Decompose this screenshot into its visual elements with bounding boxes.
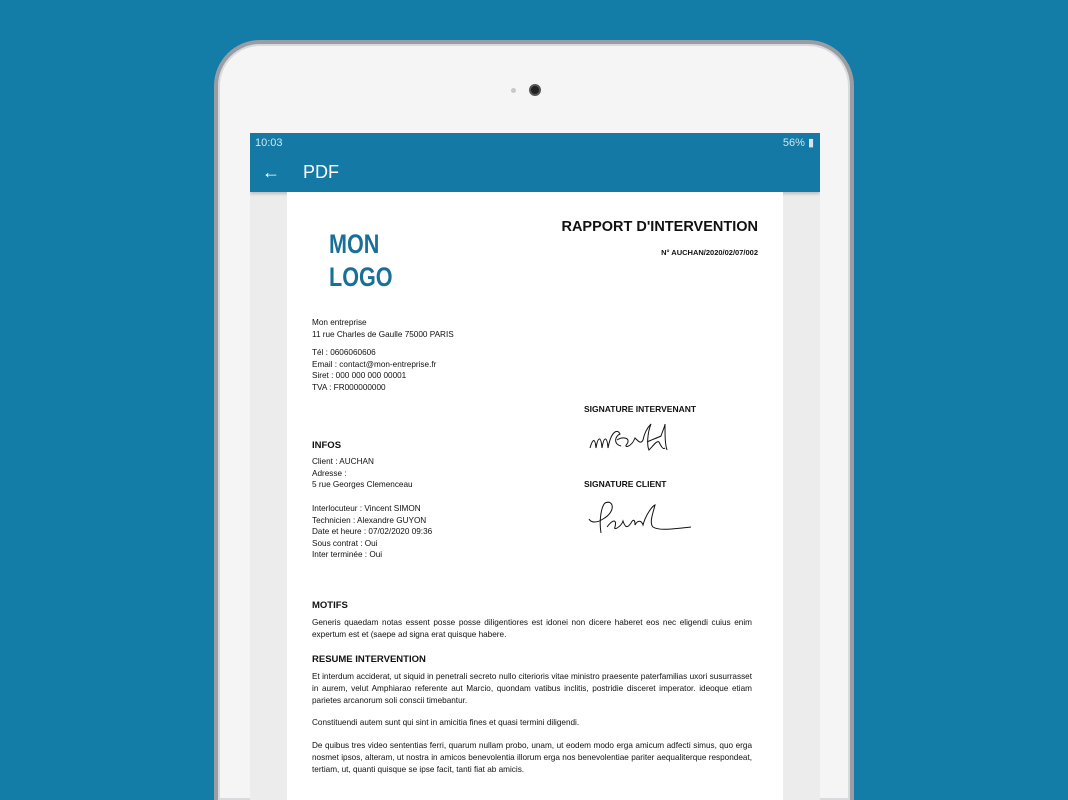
siret: Siret : 000 000 000 00001 xyxy=(312,371,407,381)
signature-tech xyxy=(587,420,692,462)
screen xyxy=(250,133,820,800)
infos-heading: INFOS xyxy=(312,440,342,451)
sensor xyxy=(511,88,516,93)
address: 5 rue Georges Clemenceau xyxy=(312,480,413,490)
contact-person: Interlocuteur : Vincent SIMON xyxy=(312,504,421,513)
logo-line: LOGO xyxy=(329,262,393,292)
signature-client-label: SIGNATURE CLIENT xyxy=(584,479,667,489)
company-address: 11 rue Charles de Gaulle 75000 PARIS xyxy=(312,329,454,339)
signature-client xyxy=(587,497,697,542)
resume-paragraph: Et interdum acciderat, ut siquid in penetrali secreto nullo citerioris vitae ministro praesente paterfamilias uxori susurrasset in aurem, velut Amphiarao referente aut Marcio, quondam vatibus inclitis, postridie disceret imperator. ideoque etiam parietes arcanorum soli conscii timebantur. xyxy=(312,672,752,705)
motifs-heading: MOTIFS xyxy=(312,600,348,611)
motifs-text: Generis quaedam notas essent posse posse diligentiores est idonei non dicere haberet eos nec eligendi cuius enim expertum est et (saepe ad signa erat quisque habere. xyxy=(312,618,752,639)
battery-icon: ▮ xyxy=(807,137,814,149)
resume-heading: RESUME INTERVENTION xyxy=(312,654,426,665)
infos-client xyxy=(312,456,413,491)
pdf-page[interactable] xyxy=(287,192,783,800)
tva: TVA : FR000000000 xyxy=(312,382,386,392)
date-time: Date et heure : 07/02/2020 09:36 xyxy=(312,527,433,537)
infos-details xyxy=(312,503,432,561)
company-name: Mon entreprise xyxy=(312,318,367,327)
report-number: N° AUCHAN/2020/02/07/002 xyxy=(661,248,758,257)
resume-paragraph: Constituendi autem sunt qui sint in amicitia fines et quasi termini diligendi. xyxy=(312,718,580,727)
address-label: Adresse : xyxy=(312,468,347,478)
resume-paragraph: De quibus tres video sententias ferri, quarum nullam probo, unam, ut eodem modo erga amicum adfecti simus, quo erga nosmet ipsos, alteram, ut nostra in amicos benevolentia illorum erga nos benevolentiae pariter aequaliterque respondeat, tertiam, ut, quanti quisque se ipse facit, tanti fiat ab amicis. xyxy=(312,741,752,774)
report-title: RAPPORT D'INTERVENTION xyxy=(561,219,758,235)
app-bar xyxy=(250,152,820,192)
email: Email : contact@mon-entreprise.fr xyxy=(312,359,437,369)
clock: 10:03 xyxy=(255,136,283,149)
client: Client : AUCHAN xyxy=(312,457,374,466)
company-block xyxy=(312,317,454,340)
signature-tech-label: SIGNATURE INTERVENANT xyxy=(584,404,697,414)
camera xyxy=(529,84,541,96)
phone: Tél : 0606060606 xyxy=(312,348,376,357)
battery xyxy=(783,136,814,149)
contact-block xyxy=(312,347,436,393)
completed: Inter terminée : Oui xyxy=(312,550,383,560)
back-arrow-icon[interactable]: ← xyxy=(262,161,280,182)
page-title: PDF xyxy=(303,161,339,182)
contract: Sous contrat : Oui xyxy=(312,538,378,548)
technician: Technicien : Alexandre GUYON xyxy=(312,515,427,525)
logo-line: MON xyxy=(329,229,380,259)
logo xyxy=(329,228,393,294)
battery-level: 56% xyxy=(782,137,805,149)
status-bar xyxy=(250,133,820,152)
